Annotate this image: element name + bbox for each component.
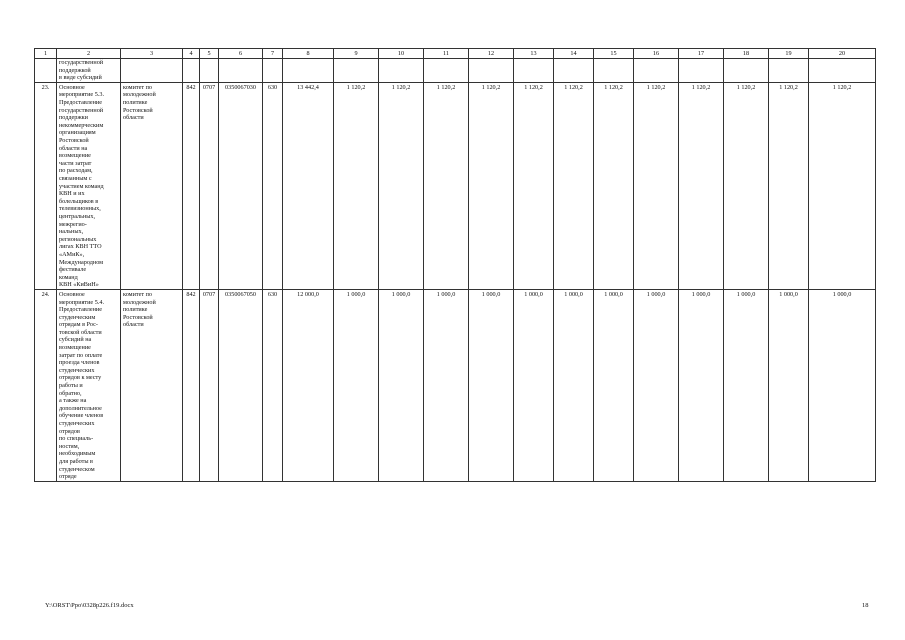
header-col-14: 14 — [554, 49, 594, 59]
header-col-6: 6 — [219, 49, 263, 59]
cell-year-value: 1 120,2 — [514, 83, 554, 290]
cell-year-value: 1 000,0 — [554, 290, 594, 482]
cell-number: 23. — [35, 83, 57, 290]
cell-year-value: 1 000,0 — [724, 290, 769, 482]
cell-year-value: 1 000,0 — [379, 290, 424, 482]
cell-grbs: 842 — [183, 83, 200, 290]
header-col-1: 1 — [35, 49, 57, 59]
header-col-17: 17 — [679, 49, 724, 59]
header-col-20: 20 — [809, 49, 876, 59]
header-col-7: 7 — [263, 49, 283, 59]
header-col-19: 19 — [769, 49, 809, 59]
budget-table — [34, 48, 876, 482]
cell-year-value: 1 000,0 — [594, 290, 634, 482]
cell-executor: комитет по молодежной политике Ростовской области — [121, 83, 183, 290]
cell-description: государственной поддержкой в виде субсидий — [57, 58, 121, 83]
cell-rzpr: 0707 — [200, 290, 219, 482]
cell-year-value: 1 000,0 — [679, 290, 724, 482]
header-col-2: 2 — [57, 49, 121, 59]
cell-grbs: 842 — [183, 290, 200, 482]
cell-year-value: 1 120,2 — [334, 83, 379, 290]
cell-csr: 0350067050 — [219, 290, 263, 482]
header-col-15: 15 — [594, 49, 634, 59]
cell-year-value: 1 120,2 — [679, 83, 724, 290]
footer-page-number: 18 — [862, 602, 869, 609]
cell-year-value: 1 000,0 — [514, 290, 554, 482]
cell-year-value: 1 120,2 — [379, 83, 424, 290]
header-col-8: 8 — [283, 49, 334, 59]
header-col-13: 13 — [514, 49, 554, 59]
cell-year-value: 1 000,0 — [424, 290, 469, 482]
cell-year-value: 1 120,2 — [424, 83, 469, 290]
header-col-3: 3 — [121, 49, 183, 59]
cell-year-value: 1 120,2 — [634, 83, 679, 290]
cell-number: 24. — [35, 290, 57, 482]
cell-year-value: 1 120,2 — [724, 83, 769, 290]
continuation-row — [35, 58, 876, 83]
cell-number — [35, 58, 57, 83]
cell-year-value: 1 000,0 — [469, 290, 514, 482]
header-number-row — [35, 49, 876, 59]
cell-total: 13 442,4 — [283, 83, 334, 290]
header-col-5: 5 — [200, 49, 219, 59]
cell-vr: 630 — [263, 83, 283, 290]
header-col-12: 12 — [469, 49, 514, 59]
header-col-10: 10 — [379, 49, 424, 59]
cell-executor: комитет по молодежной политике Ростовской области — [121, 290, 183, 482]
cell-total: 12 000,0 — [283, 290, 334, 482]
cell-year-value: 1 120,2 — [554, 83, 594, 290]
table-row — [35, 83, 876, 290]
header-col-11: 11 — [424, 49, 469, 59]
cell-csr: 0350067030 — [219, 83, 263, 290]
cell-year-value: 1 000,0 — [769, 290, 809, 482]
header-col-16: 16 — [634, 49, 679, 59]
cell-year-value: 1 120,2 — [594, 83, 634, 290]
cell-year-value: 1 120,2 — [769, 83, 809, 290]
cell-year-value: 1 000,0 — [809, 290, 876, 482]
cell-year-value: 1 000,0 — [334, 290, 379, 482]
cell-year-value: 1 120,2 — [809, 83, 876, 290]
cell-year-value: 1 120,2 — [469, 83, 514, 290]
header-col-9: 9 — [334, 49, 379, 59]
cell-vr: 630 — [263, 290, 283, 482]
table-row — [35, 290, 876, 482]
footer-file-path: Y:\ORST\Ppo\0328p226.f19.docx — [45, 602, 134, 609]
cell-rzpr: 0707 — [200, 83, 219, 290]
cell-year-value: 1 000,0 — [634, 290, 679, 482]
cell-description: Основное мероприятие 5.3. Предоставление государственной поддержки некоммерческим организациям Ростовской области на возмещение части затрат по расходам, связанным с участием команд КВН и их болельщиков в телевизионных, центральных, межрегио- нальных, региональных лигах КВН ТТО «АМиК», Международном фестивале команд КВН «КиВиН» — [57, 83, 121, 290]
cell-description: Основное мероприятие 5.4. Предоставление студенческим отрядам в Рос- товской области субсидий на возмещение затрат по оплате проезда членов студенческих отрядов к месту работы и обратно, а также на дополнительное обучение членов студенческих отрядов по специаль- ностям, необходимым для работы в студенческом отряде — [57, 290, 121, 482]
header-col-4: 4 — [183, 49, 200, 59]
header-col-18: 18 — [724, 49, 769, 59]
